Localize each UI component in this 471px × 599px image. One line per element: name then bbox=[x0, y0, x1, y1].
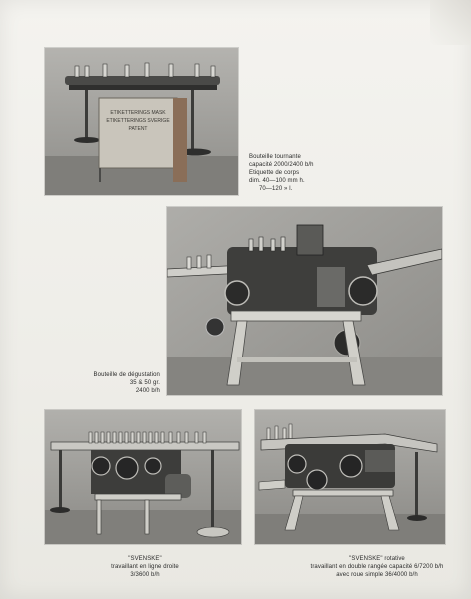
caption-line: Bouteille tournante bbox=[249, 154, 301, 160]
machine-illustration-1 bbox=[45, 48, 238, 195]
caption-line: capacité 2000/2400 b/h bbox=[249, 162, 314, 168]
caption-line: Etiquette de corps bbox=[249, 170, 300, 176]
plate-text-line-3: PATENT bbox=[128, 126, 148, 132]
caption-line: avec roue simple 36/4000 b/h bbox=[336, 572, 418, 578]
machine-illustration-4 bbox=[255, 410, 445, 544]
caption-line: 35 & 50 gr. bbox=[129, 380, 160, 386]
caption-line: Bouteille de dégustation bbox=[93, 372, 160, 378]
caption-svenske-rotative bbox=[282, 555, 471, 579]
photo-tasting-bottle-labeller bbox=[167, 207, 442, 395]
caption-line: travaillant en double rangée capacité 6/7200 b/h bbox=[310, 564, 444, 570]
page-corner-fold bbox=[430, 0, 471, 45]
caption-line: dim. 40—100 mm h. bbox=[249, 178, 305, 184]
photo-svenske-rotative bbox=[255, 410, 445, 544]
caption-tasting-bottle bbox=[70, 371, 160, 395]
plate-text-line-2: ETIKETTERINGS SVERIGE bbox=[106, 118, 170, 124]
caption-line: "SVENSKE" bbox=[128, 556, 162, 562]
caption-line: 3/3600 b/h bbox=[130, 572, 160, 578]
caption-line: travaillant en ligne droite bbox=[111, 564, 179, 570]
plate-text-line-1: ETIKETTERINGS MASK bbox=[110, 110, 166, 116]
caption-line: 70—120 » l. bbox=[259, 186, 293, 192]
machine-illustration-2 bbox=[167, 207, 442, 395]
caption-rotating-bottle bbox=[249, 153, 359, 193]
caption-svenske-straight bbox=[60, 555, 230, 579]
caption-line: 2400 b/h bbox=[135, 388, 160, 394]
photo-svenske-straight-line bbox=[45, 410, 241, 544]
machine-illustration-3 bbox=[45, 410, 241, 544]
photo-rotating-bottle-labeller bbox=[45, 48, 238, 195]
caption-line: "SVENSKE" rotative bbox=[349, 556, 405, 562]
